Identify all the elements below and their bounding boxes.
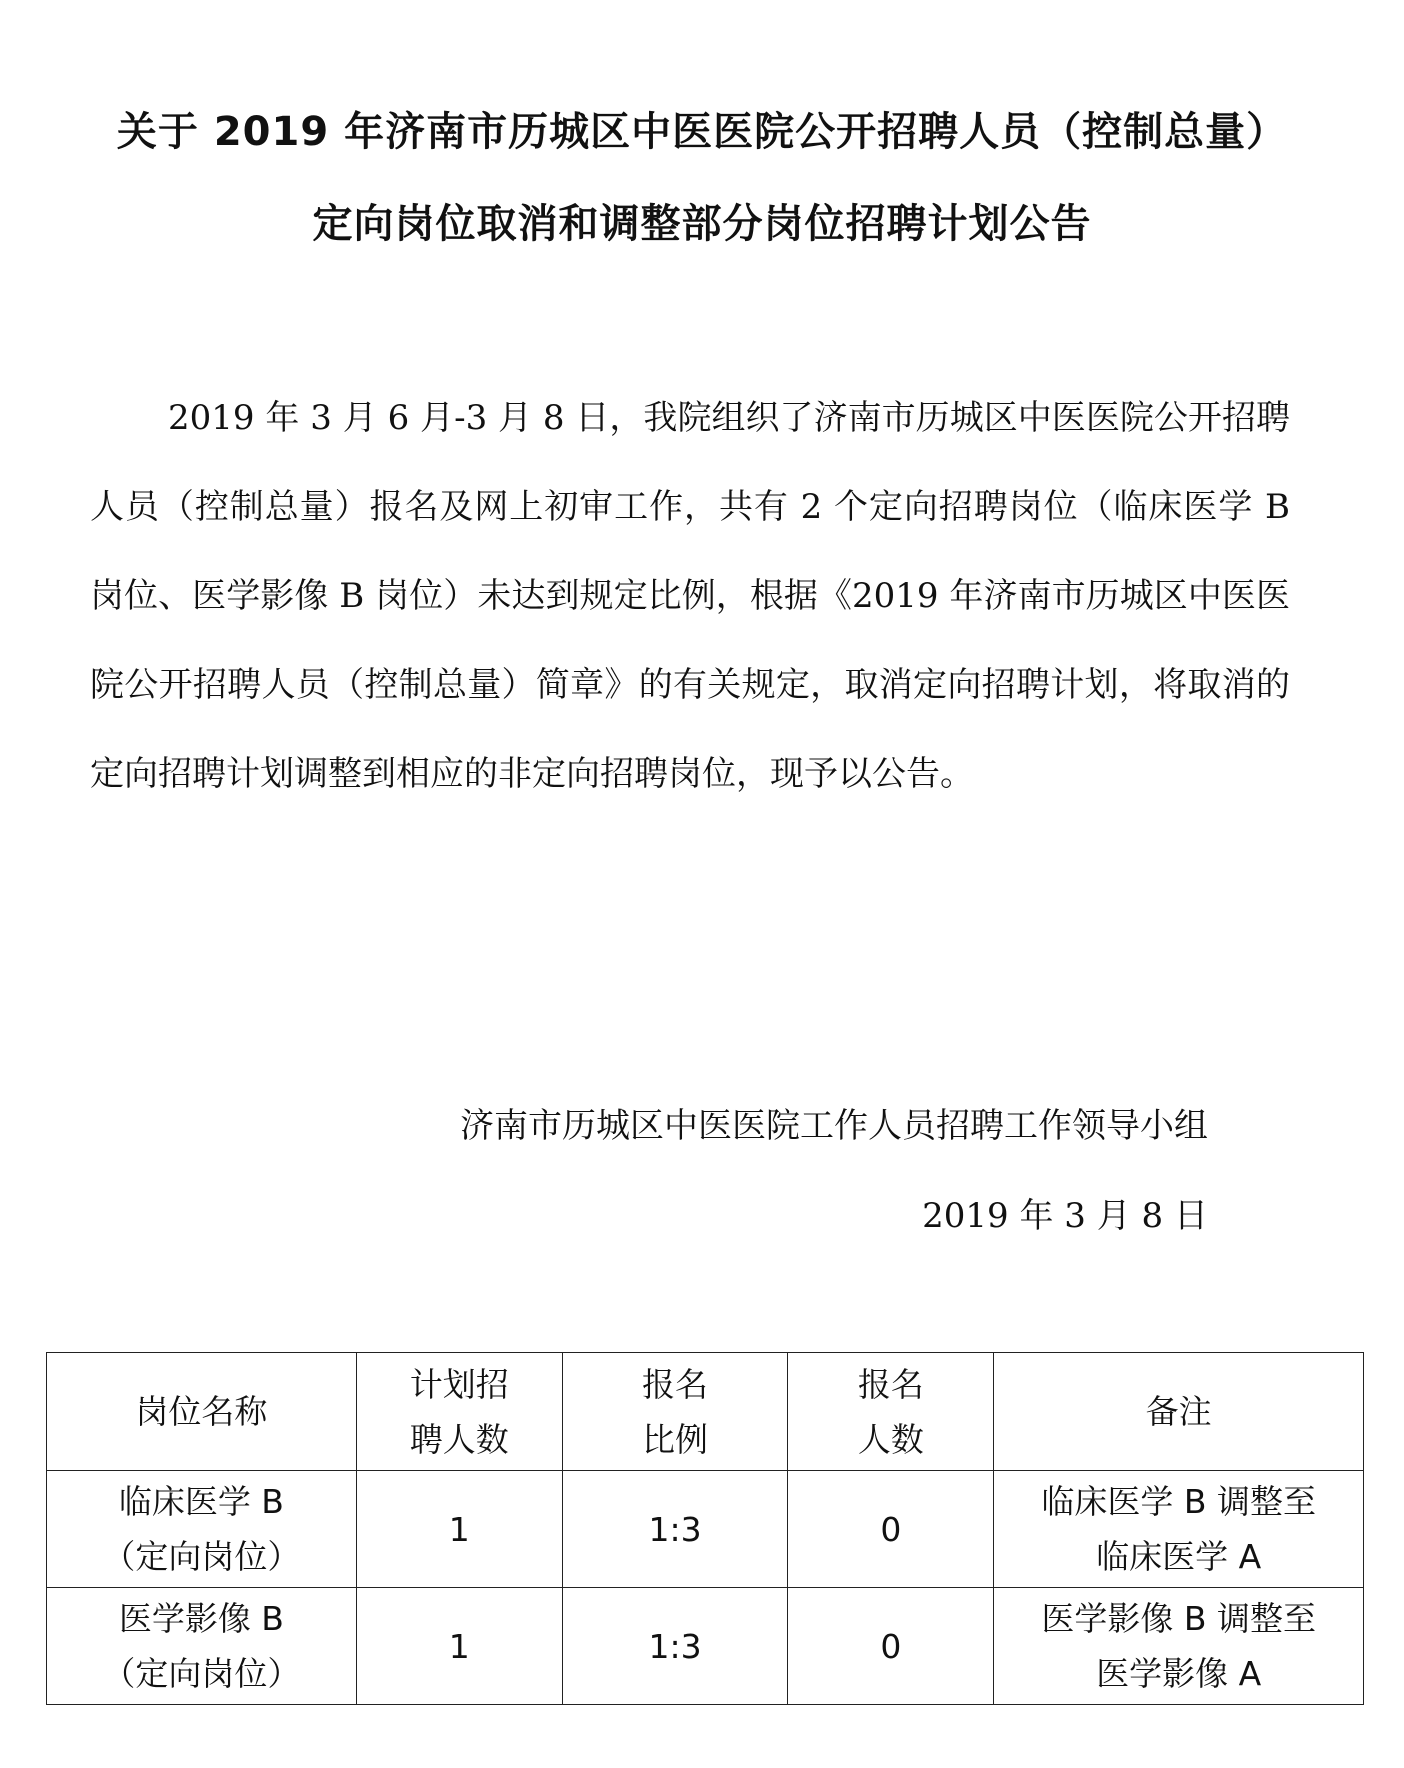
header-application-ratio-line-2: 比例	[642, 1419, 709, 1459]
cell-application-ratio: 1:3	[562, 1471, 788, 1588]
position-name-line-1: 医学影像 B	[118, 1599, 284, 1638]
remark-line-1: 医学影像 B 调整至	[1041, 1599, 1316, 1638]
cell-planned-count: 1	[356, 1471, 562, 1588]
table-header-row	[47, 1353, 1364, 1471]
signature-organization: 济南市历城区中医医院工作人员招聘工作领导小组	[460, 1106, 1208, 1146]
cell-application-ratio: 1:3	[562, 1588, 788, 1705]
header-planned-count-line-1: 计划招	[409, 1364, 509, 1404]
remark-line-2: 医学影像 A	[1096, 1654, 1262, 1693]
notice-title-line-1: 关于 2019 年济南市历城区中医医院公开招聘人员（控制总量）	[116, 109, 1288, 155]
cell-applicant-count: 0	[788, 1588, 994, 1705]
signature-date: 2019 年 3 月 8 日	[922, 1196, 1208, 1236]
header-planned-count	[356, 1353, 562, 1471]
remark-line-1: 临床医学 B 调整至	[1041, 1482, 1316, 1521]
position-name-line-2: （定向岗位）	[102, 1654, 301, 1693]
table-row	[47, 1471, 1364, 1588]
header-position-name	[47, 1353, 357, 1471]
cell-planned-count: 1	[356, 1588, 562, 1705]
header-applicant-count-line-2: 人数	[857, 1419, 924, 1459]
cell-remark	[994, 1588, 1364, 1705]
notice-title-line-2: 定向岗位取消和调整部分岗位招聘计划公告	[312, 201, 1092, 247]
header-planned-count-line-2: 聘人数	[409, 1419, 509, 1459]
header-application-ratio-line-1: 报名	[642, 1364, 709, 1404]
header-applicant-count	[788, 1353, 994, 1471]
remark-line-2: 临床医学 A	[1096, 1537, 1262, 1576]
cell-applicant-count: 0	[788, 1471, 994, 1588]
cell-position-name	[47, 1588, 357, 1705]
header-position-name-text: 岗位名称	[135, 1392, 268, 1431]
header-application-ratio	[562, 1353, 788, 1471]
notice-body-paragraph: 2019 年 3 月 6 月-3 月 8 日，我院组织了济南市历城区中医医院公开招聘人员（控制总量）报名及网上初审工作，共有 2 个定向招聘岗位（临床医学 B 岗位、医学影像 B 岗位）未达到规定比例，根据《2019 年济南市历城区中医医院公开招聘人员（控制总量）简章》的有关规定，取消定向招聘计划，将取消的定向招聘计划调整到相应的非定向招聘岗位，现予以公告。	[90, 398, 1290, 794]
header-applicant-count-line-1: 报名	[857, 1364, 924, 1404]
header-remark-text: 备注	[1145, 1392, 1212, 1431]
position-name-line-1: 临床医学 B	[118, 1482, 284, 1521]
header-remark	[994, 1353, 1364, 1471]
cell-position-name	[47, 1471, 357, 1588]
position-name-line-2: （定向岗位）	[102, 1537, 301, 1576]
table-row	[47, 1588, 1364, 1705]
cell-remark	[994, 1471, 1364, 1588]
recruitment-plan-table	[46, 1352, 1364, 1705]
